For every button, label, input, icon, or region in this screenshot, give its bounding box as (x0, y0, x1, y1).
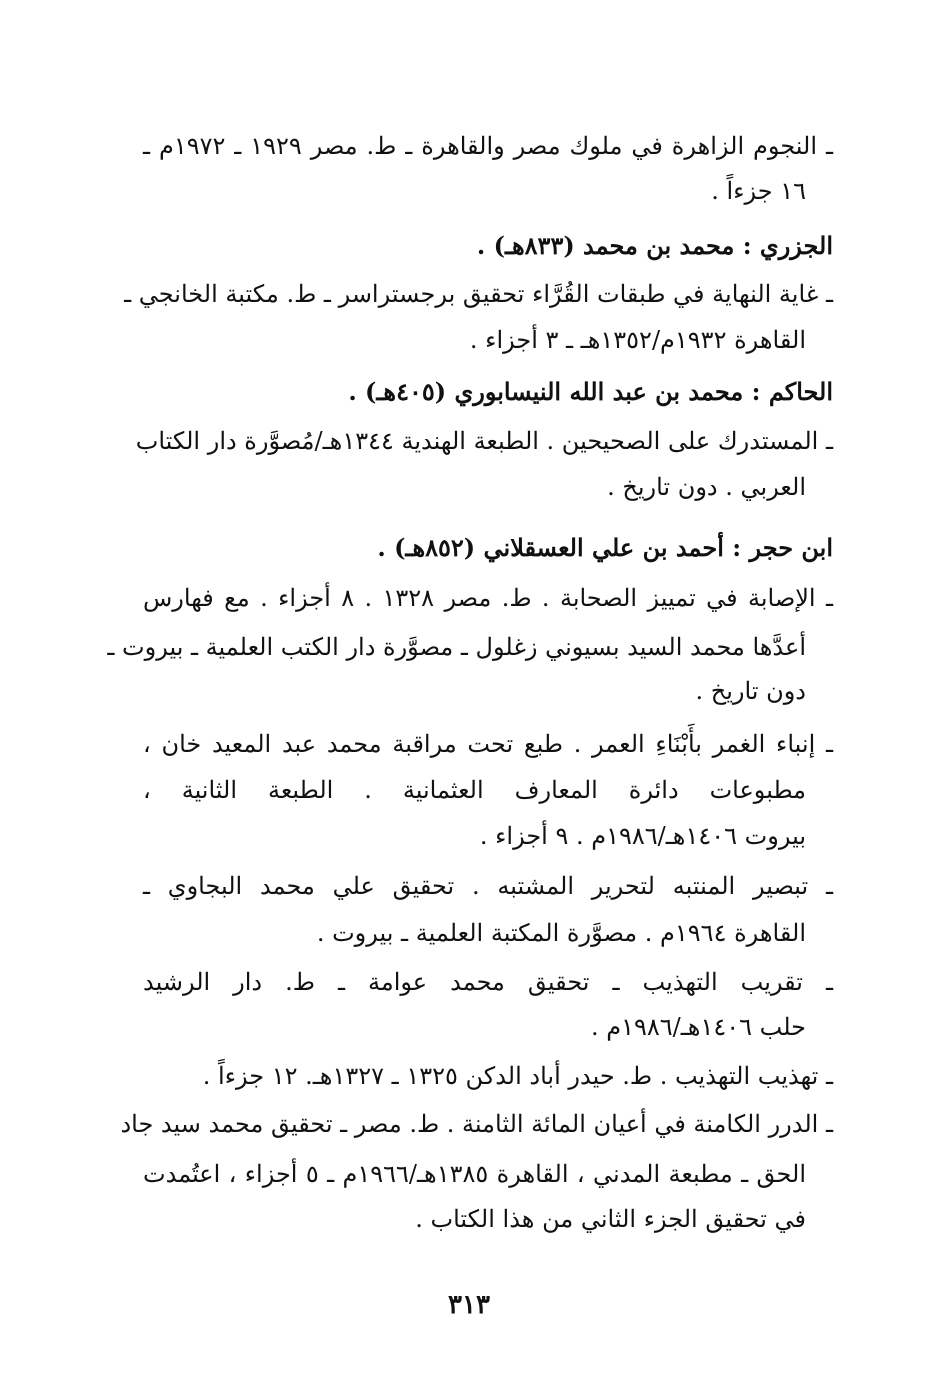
entry-line: ـ الإصابة في تمييز الصحابة . ط. مصر ١٣٢٨ . ٨ أجزاء . مع فهارس (143, 584, 833, 612)
entry-line: حلب ١٤٠٦هـ/١٩٨٦م . (590, 1013, 806, 1041)
author-heading: الحاكم : محمد بن عبد الله النيسابوري (٤٠٥هـ) . (348, 377, 833, 406)
entry-line: ـ تقريب التهذيب ـ تحقيق محمد عوامة ـ ط. دار الرشيد (143, 968, 833, 996)
author-heading: الجزري : محمد بن محمد (٨٣٣هـ) . (476, 231, 833, 260)
entry-line: العربي . دون تاريخ . (607, 473, 806, 501)
entry-line: ـ غاية النهاية في طبقات القُرَّاء تحقيق برجستراسر ـ ط. مكتبة الخانجي ـ (124, 280, 833, 308)
entry-line: ـ الدرر الكامنة في أعيان المائة الثامنة . ط. مصر ـ تحقيق محمد سيد جاد (120, 1110, 833, 1138)
entry-line: ـ إنباء الغمر بأَبْنَاءِ العمر . طبع تحت مراقبة محمد عبد المعيد خان ، (143, 730, 833, 758)
entry-line: مطبوعات دائرة المعارف العثمانية . الطبعة الثانية ، (143, 776, 806, 804)
page-number: ٣١٣ (448, 1290, 490, 1320)
entry-line: ـ المستدرك على الصحيحين . الطبعة الهندية ١٣٤٤هـ/مُصوَّرة دار الكتاب (135, 427, 833, 455)
entry-line: الحق ـ مطبعة المدني ، القاهرة ١٣٨٥هـ/١٩٦٦م ـ ٥ أجزاء ، اعتُمدت (143, 1160, 806, 1188)
entry-line: القاهرة ١٩٦٤م . مصوَّرة المكتبة العلمية ـ بيروت . (316, 919, 806, 947)
entry-line: القاهرة ١٩٣٢م/١٣٥٢هـ ـ ٣ أجزاء . (469, 326, 806, 354)
entry-line: ١٦ جزءاً . (711, 177, 806, 205)
entry-line: ـ النجوم الزاهرة في ملوك مصر والقاهرة ـ ط. مصر ١٩٢٩ ـ ١٩٧٢م ـ (143, 132, 833, 160)
entry-line: دون تاريخ . (695, 677, 806, 705)
author-heading: ابن حجر : أحمد بن علي العسقلاني (٨٥٢هـ) . (377, 533, 833, 562)
entry-line: بيروت ١٤٠٦هـ/١٩٨٦م . ٩ أجزاء . (479, 822, 806, 850)
entry-line: أعدَّها محمد السيد بسيوني زغلول ـ مصوَّرة دار الكتب العلمية ـ بيروت ـ (107, 633, 806, 661)
entry-line: ـ تهذيب التهذيب . ط. حيدر أباد الدكن ١٣٢٥ ـ ١٣٢٧هـ. ١٢ جزءاً . (202, 1062, 833, 1090)
entry-line: في تحقيق الجزء الثاني من هذا الكتاب . (415, 1205, 806, 1233)
entry-line: ـ تبصير المنتبه لتحرير المشتبه . تحقيق علي محمد البجاوي ـ (143, 872, 833, 900)
